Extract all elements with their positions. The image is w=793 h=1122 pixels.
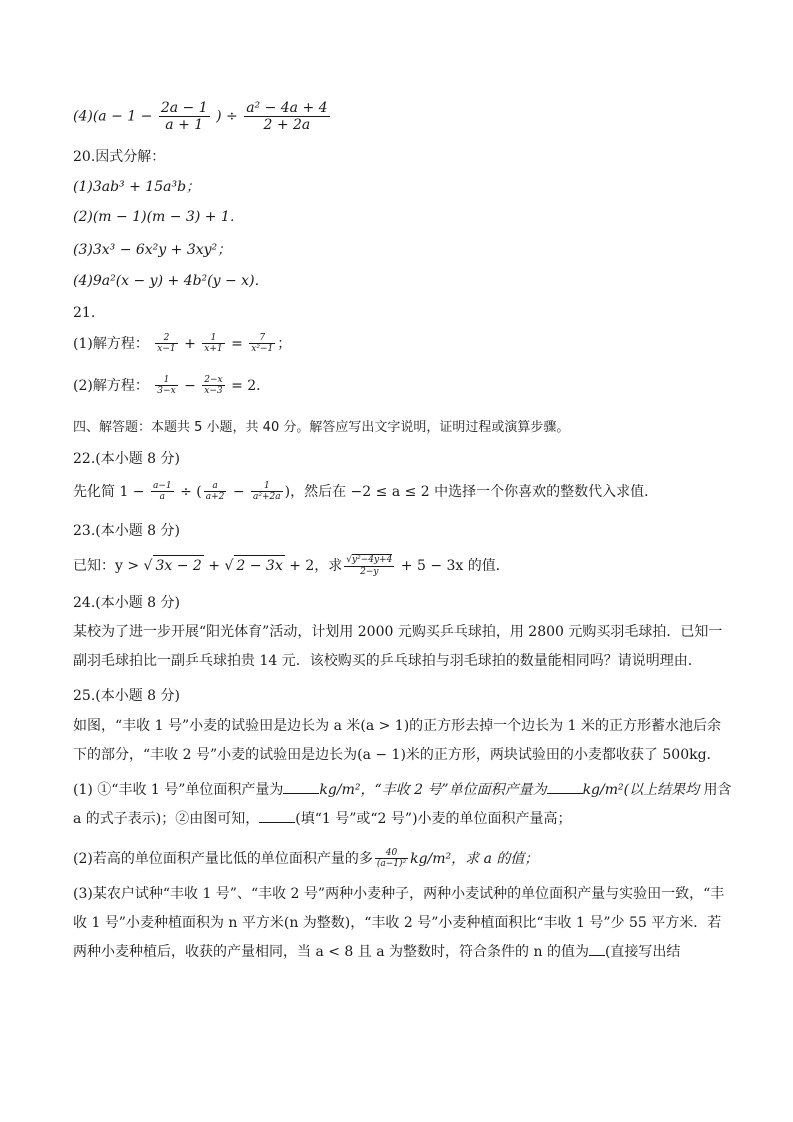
expr-part2: ) ÷ [216, 108, 238, 125]
fraction: $\frac{7}{\text{x²−1}}$ [251, 333, 274, 355]
expr-part1: a − 1 − [98, 108, 153, 125]
fraction: $\frac{a}{a+2}$ [205, 481, 225, 503]
question-21-item-2: (2)解方程： $\frac{1}{3-x}$ − $\frac{2-x}{x-3}$ = 2． [73, 375, 271, 397]
question-21-title: 21. [73, 305, 96, 321]
question-25-title: 25.(本小题 8 分) [73, 688, 180, 704]
fraction-1: $\frac{2a - 1}{a + 1}$ [160, 100, 208, 134]
question-21-item-1: (1)解方程： $\frac{2}{x-1}$ + $\frac{1}{x+1}$ = $\frac{7}{\text{x²−1}}$ ； [73, 333, 292, 355]
question-19-part-4 [73, 100, 733, 133]
section-heading: 四、解答题：本题共 5 小题，共 40 分。解答应写出文字说明，证明过程或演算步骤。 [73, 420, 570, 435]
question-25-part-2: (2)若高的单位面积产量比低的单位面积产量的多 $\frac{40}{\text{(a−1)²}}$ kg/m²，求 a 的值； [73, 848, 539, 870]
answer-blank[interactable] [259, 808, 295, 823]
answer-blank[interactable] [283, 779, 319, 794]
question-20-item-3: (3)3x³ − 6x²y + 3xy²； [73, 242, 232, 258]
sqrt-expression: 3x − 2 [153, 555, 203, 576]
fraction: $\frac{2}{x-1}$ [157, 333, 176, 355]
question-23-title: 23.(本小题 8 分) [73, 523, 180, 539]
question-23-body: 已知：y > √ 3x − 2 + √ 2 − 3x + 2，求 $\frac{\text{√y²−4y+4}}{2-y}$ + 5 − 3x 的值． [73, 555, 510, 577]
question-24-title: 24.(本小题 8 分) [73, 595, 180, 611]
question-20-item-2: (2)(m − 1)(m − 3) + 1． [73, 209, 244, 225]
fraction-2: $\frac{\text{a² − 4a + 4}}{2 + 2a}$ [246, 100, 328, 134]
answer-blank[interactable] [547, 779, 583, 794]
question-24-body: 某校为了进一步开展“阳光体育”活动，计划用 2000 元购买乒乓球拍，用 2800 元购买羽毛球拍．已知一副羽毛球拍比一副乒乓球拍贵 14 元．该校购买的乒乓球拍与羽毛球拍的数量能相同吗？请说明理由． [73, 624, 723, 669]
question-22-title: 22.(本小题 8 分) [73, 451, 180, 467]
question-20-title: 20.因式分解： [73, 149, 166, 165]
sqrt-expression: 2 − 3x [234, 555, 284, 576]
fraction: $\frac{1}{\text{a²+2a}}$ [253, 481, 281, 503]
answer-blank[interactable] [589, 941, 605, 956]
question-22-body: 先化简 1 − $\frac{a-1}{a}$ ÷ ( $\frac{a}{a+2}$ − $\frac{1}{\text{a²+2a}}$ )，然后在 −2 ≤ a ≤ 2 中选择一个你喜欢的整数代入求值． [73, 481, 659, 503]
expr-prefix: (4)( [73, 108, 99, 125]
fraction: $\frac{40}{\text{(a−1)²}}$ [376, 848, 407, 870]
fraction: $\frac{\text{√y²−4y+4}}{2-y}$ [346, 555, 393, 577]
question-20-item-4: (4)9a²(x − y) + 4b²(y − x)． [73, 273, 269, 289]
question-25-part-3: (3)某农户试种“丰收 1 号”、“丰收 2 号”两种小麦种子，两种小麦试种的单位面积产量与实验田一致，“丰收 1 号”小麦种植面积为 n 平方米(n 为整数)，“丰收 2 号”小麦种植面积比“丰收 1 号”少 55 平方米．若两种小麦种植后，收获的产量相同，当 a < 8 且 a 为整数时，符合条件的 n 的值为 (直接写出结 [73, 886, 725, 960]
fraction: $\frac{a-1}{a}$ [153, 481, 172, 503]
fraction: $\frac{2-x}{x-3}$ [204, 375, 223, 397]
question-20-item-1: (1)3ab³ + 15a³b； [73, 179, 201, 195]
fraction: $\frac{1}{3-x}$ [157, 375, 176, 397]
question-25-part-1: (1) ①“丰收 1 号”单位面积产量为 kg/m²，“丰收 2 号”单位面积产量为 kg/m²(以上结果均 用含 a 的式子表示)；②由图可知， (填“1 号”或“2 号”)小麦的单位面积产量高； [73, 776, 733, 834]
question-25-intro: 如图，“丰收 1 号”小麦的试验田是边长为 a 米(a > 1)的正方形去掉一个边长为 1 米的正方形蓄水池后余下的部分，“丰收 2 号”小麦的试验田是边长为(a − 1)米的正方形，两块试验田的小麦都收获了 500kg． [73, 718, 721, 763]
fraction: $\frac{1}{x+1}$ [204, 333, 223, 355]
